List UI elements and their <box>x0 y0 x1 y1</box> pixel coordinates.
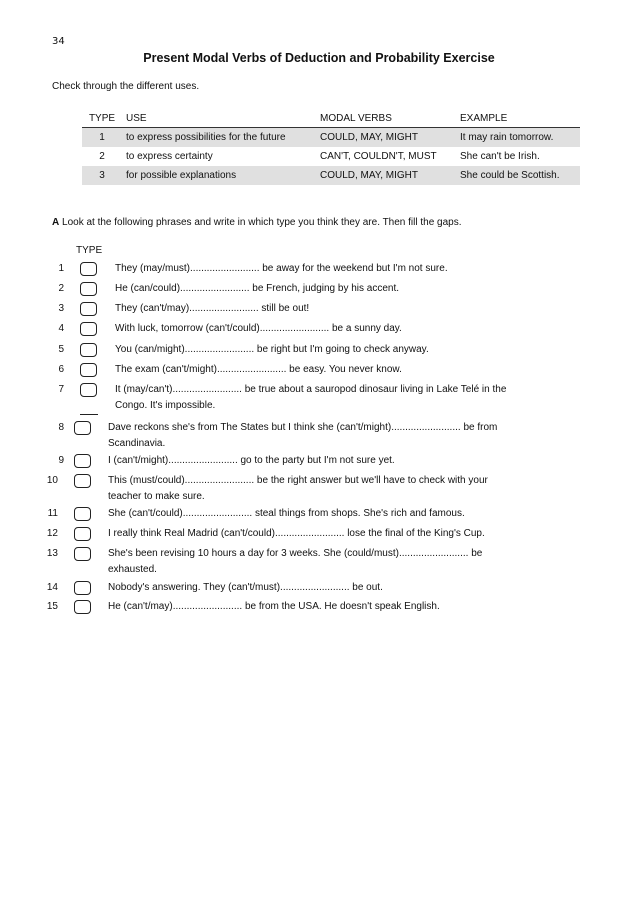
item-text: This (must/could)......................... be the right answer but we'll have to check with your <box>108 475 488 486</box>
item-text: You (can/might)......................... be right but I'm going to check anyway. <box>115 344 429 355</box>
item-text: She (can't/could)......................... steal things from shops. She's rich and famous. <box>108 508 465 519</box>
instruction-letter: A <box>52 217 60 228</box>
item-text-continuation: Scandinavia. <box>108 438 166 449</box>
item-number: 14 <box>46 582 58 593</box>
item-text: Nobody's answering. They (can't/must)......................... be out. <box>108 582 383 593</box>
item-text: He (can't/may)......................... be from the USA. He doesn't speak English. <box>108 601 440 612</box>
exercise-instruction <box>52 217 462 228</box>
item-text: I really think Real Madrid (can't/could)......................... lose the final of the King's Cup. <box>108 528 485 539</box>
item-number: 2 <box>58 283 64 294</box>
item-number: 15 <box>46 601 58 612</box>
item-text-continuation: Congo. It's impossible. <box>115 400 216 411</box>
page-title: Present Modal Verbs of Deduction and Probability Exercise <box>143 51 495 65</box>
type-answer-box[interactable] <box>74 527 91 541</box>
type-answer-box[interactable] <box>74 474 91 488</box>
type-answer-box[interactable] <box>74 581 91 595</box>
item-text-continuation: teacher to make sure. <box>108 491 205 502</box>
cell-example: It may rain tomorrow. <box>456 128 580 148</box>
item-text: They (can't/may)......................... still be out! <box>115 303 310 314</box>
item-text: He (can/could)......................... be French, judging by his accent. <box>115 283 400 294</box>
item-number: 1 <box>58 263 64 274</box>
type-answer-box[interactable] <box>80 322 97 336</box>
instruction-text: Look at the following phrases and write in which type you think they are. Then fill the gaps. <box>59 217 462 228</box>
type-answer-box[interactable] <box>80 282 97 296</box>
type-answer-box[interactable] <box>74 600 91 614</box>
header-use: USE <box>122 109 316 128</box>
item-text: It (may/can't)......................... be true about a sauropod dinosaur living in Lake Telé in the <box>115 384 507 395</box>
cell-type: 3 <box>82 166 122 185</box>
type-answer-box[interactable] <box>80 363 97 377</box>
cell-modal-verbs: COULD, MAY, MIGHT <box>316 128 456 148</box>
divider <box>80 414 98 415</box>
type-column-header: TYPE <box>76 245 103 256</box>
type-answer-box[interactable] <box>74 507 91 521</box>
cell-use: to express certainty <box>126 151 213 162</box>
type-answer-box[interactable] <box>80 302 97 316</box>
item-number: 10 <box>46 475 58 486</box>
item-text: I (can't/might)......................... go to the party but I'm not sure yet. <box>108 455 395 466</box>
type-answer-box[interactable] <box>74 454 91 468</box>
item-number: 11 <box>47 508 58 519</box>
uses-table-header <box>82 109 580 128</box>
table-row <box>82 128 580 148</box>
item-number: 7 <box>58 384 64 395</box>
item-text: With luck, tomorrow (can't/could)......................... be a sunny day. <box>115 323 402 334</box>
item-text: The exam (can't/might)......................... be easy. You never know. <box>115 364 402 375</box>
item-text: She's been revising 10 hours a day for 3 weeks. She (could/must)......................... be <box>108 548 483 559</box>
item-number: 8 <box>58 422 64 433</box>
type-answer-box[interactable] <box>74 547 91 561</box>
cell-type: 2 <box>99 151 105 162</box>
item-number: 9 <box>58 455 64 466</box>
table-row <box>82 147 580 166</box>
intro-text: Check through the different uses. <box>52 81 200 92</box>
cell-use: to express possibilities for the future <box>122 128 316 148</box>
header-type: TYPE <box>82 109 122 128</box>
item-number: 3 <box>58 303 64 314</box>
uses-table <box>82 109 580 185</box>
item-number: 13 <box>46 548 58 559</box>
corner-mark: 34 <box>52 36 65 47</box>
type-answer-box[interactable] <box>80 262 97 276</box>
item-number: 4 <box>58 323 64 334</box>
cell-modal-verbs: COULD, MAY, MIGHT <box>316 166 456 185</box>
item-text-continuation: exhausted. <box>108 564 157 575</box>
item-number: 6 <box>58 364 64 375</box>
header-modal-verbs: MODAL VERBS <box>316 109 456 128</box>
cell-example: She can't be Irish. <box>460 151 540 162</box>
item-text: Dave reckons she's from The States but I think she (can't/might)......................... be from <box>108 422 498 433</box>
header-example: EXAMPLE <box>456 109 580 128</box>
table-row <box>82 166 580 185</box>
item-number: 5 <box>58 344 64 355</box>
item-number: 12 <box>46 528 58 539</box>
cell-use: for possible explanations <box>122 166 316 185</box>
type-answer-box[interactable] <box>80 383 97 397</box>
cell-modal-verbs: CAN'T, COULDN'T, MUST <box>320 151 437 162</box>
cell-example: She could be Scottish. <box>456 166 580 185</box>
cell-type: 1 <box>82 128 122 148</box>
type-answer-box[interactable] <box>74 421 91 435</box>
type-answer-box[interactable] <box>80 343 97 357</box>
item-text: They (may/must)......................... be away for the weekend but I'm not sure. <box>115 263 448 274</box>
